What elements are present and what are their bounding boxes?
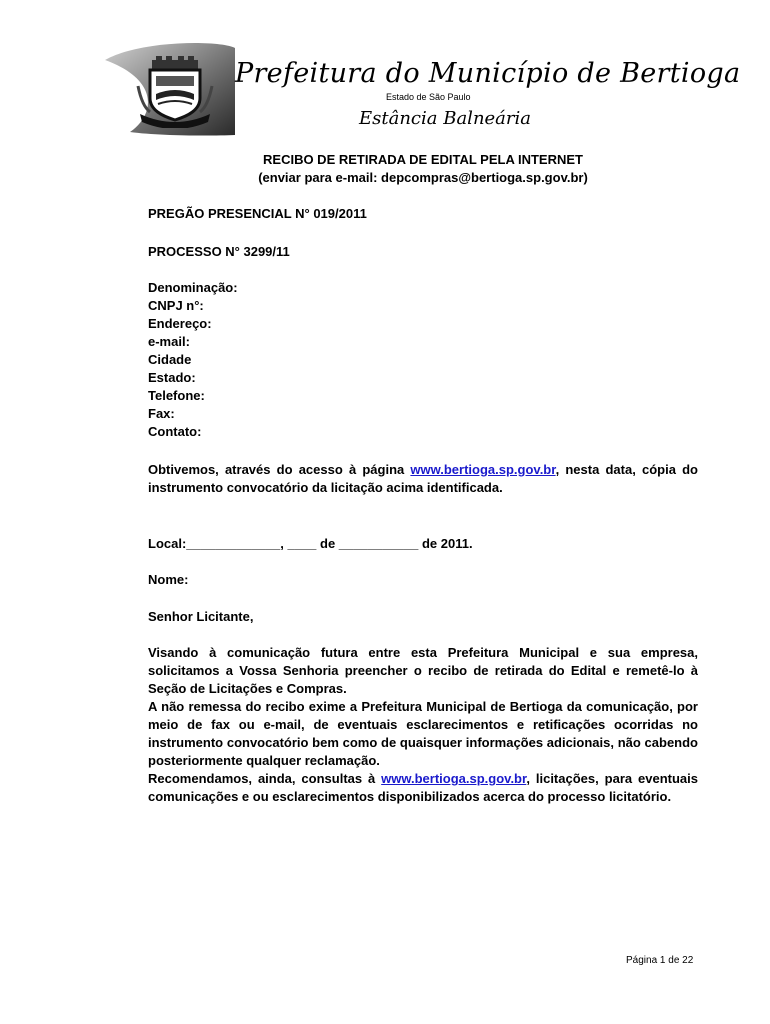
- instructions-block: [148, 644, 698, 806]
- state-label: Estado de São Paulo: [386, 92, 471, 102]
- website-link-2[interactable]: www.bertioga.sp.gov.br: [381, 771, 527, 786]
- obtivemos-text-end: , nesta data, cópia do instrumento convocatório da licitação acima identificada.: [148, 462, 698, 495]
- website-link[interactable]: www.bertioga.sp.gov.br: [410, 462, 556, 477]
- local-date-line: Local:_____________, ____ de ___________ de 2011.: [148, 536, 473, 551]
- recommend-text-start: Recomendamos, ainda, consultas à: [148, 771, 382, 786]
- salutation: Senhor Licitante,: [148, 609, 254, 624]
- field-estado: Estado:: [148, 370, 196, 385]
- field-cidade: Cidade: [148, 352, 192, 367]
- instructions-paragraph-2: A não remessa do recibo exime a Prefeitura Municipal de Bertioga da comunicação, por meio de fax ou e-mail, de eventuais esclarecimentos e retificações ocorridas no instrumento convocatório bem como de quaisquer informações adicionais, não cabendo posteriormente qualquer reclamação.: [148, 699, 698, 768]
- field-denominacao: Denominação:: [148, 280, 238, 295]
- recommend-text-end: , licitações, para eventuais comunicações e ou esclarecimentos disponibilizados acerca do processo licitatório.: [148, 771, 698, 804]
- field-contato: Contato:: [148, 424, 202, 439]
- instructions-paragraph-3: [148, 770, 698, 806]
- field-telefone: Telefone:: [148, 388, 205, 403]
- document-subheading: (enviar para e-mail: depcompras@bertioga.sp.gov.br): [258, 170, 588, 185]
- nome-field: Nome:: [148, 572, 189, 587]
- field-email: e-mail:: [148, 334, 190, 349]
- field-cnpj: CNPJ n°:: [148, 298, 204, 313]
- municipality-title: Prefeitura do Município de Bertioga: [235, 58, 741, 89]
- obtivemos-text-start: Obtivemos, através do acesso à página: [148, 462, 411, 477]
- field-fax: Fax:: [148, 406, 175, 421]
- pregao-number: PREGÃO PRESENCIAL N° 019/2011: [148, 206, 367, 221]
- form-fields: [148, 279, 698, 441]
- obtivemos-paragraph: [148, 461, 698, 497]
- municipal-crest-icon: [136, 56, 214, 128]
- page-number: Página 1 de 22: [626, 955, 694, 966]
- processo-number: PROCESSO N° 3299/11: [148, 244, 290, 259]
- letterhead: [0, 0, 770, 140]
- document-heading: RECIBO DE RETIRADA DE EDITAL PELA INTERNET: [263, 152, 583, 167]
- municipality-subtitle: Estância Balneária: [359, 108, 532, 129]
- instructions-paragraph-1: Visando à comunicação futura entre esta Prefeitura Municipal e sua empresa, solicitamos a Vossa Senhoria preencher o recibo de retirada do Edital e remetê-lo à Seção de Licitações e Compras.: [148, 645, 698, 696]
- field-endereco: Endereço:: [148, 316, 212, 331]
